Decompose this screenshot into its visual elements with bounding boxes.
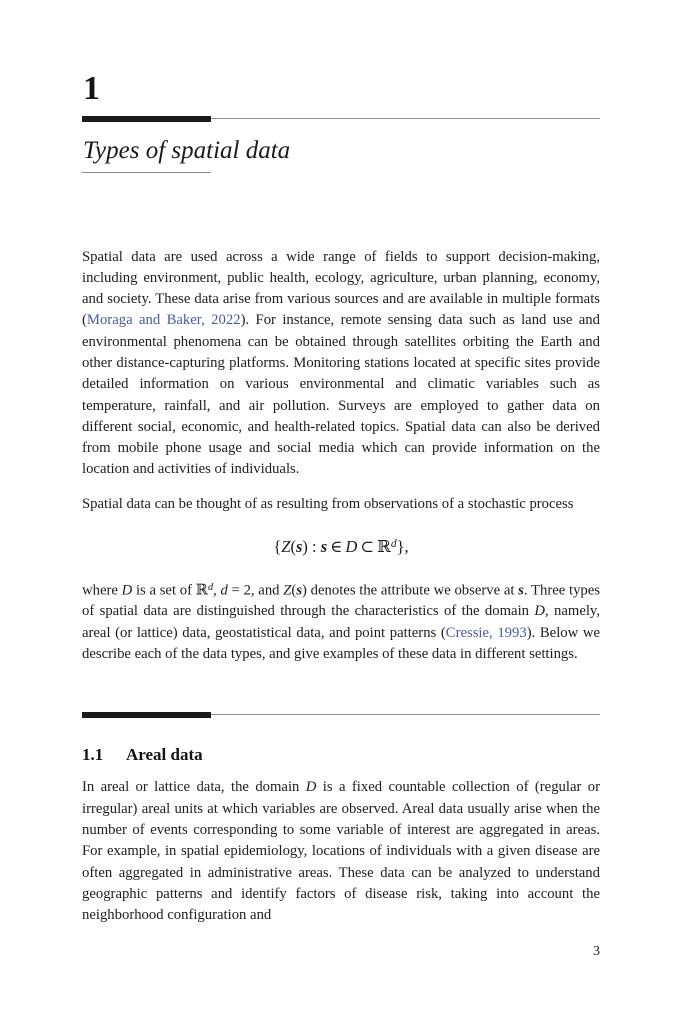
after-eq-text-5: ( — [291, 582, 297, 599]
equation-superscript-d: d — [390, 538, 397, 551]
after-eq-symbol-d: d — [220, 582, 228, 599]
paragraph-intro — [82, 247, 600, 481]
section-rule-thin-segment — [211, 714, 600, 715]
equation-symbol-s-second: s — [320, 537, 328, 557]
section-header — [82, 665, 600, 765]
section-title — [82, 718, 600, 765]
after-eq-superscript-d: d — [207, 581, 214, 593]
intro-text-part-2: ). For instance, remote sensing data such as land use and environmental phenomena can be obtained through satellites orbiting the Earth and other distance-capturing platforms. Monitoring stations located at specific sites provide detailed information on various environmental and climatic variables such as temperature, rainfall, and air pollution. Surveys are employed to gather data on different social, economic, and health-related topics. Spatial data can also be derived from mobile phone usage and social media which can provide information on the location and activities of individuals. — [82, 312, 600, 478]
after-eq-text-8: , namely, areal (or lattice) data, geostatistical data, and point patterns ( — [82, 603, 600, 641]
section-rule-thick-segment — [82, 712, 211, 718]
equation-subset-icon: ⊂ — [360, 537, 375, 557]
areal-text-part-2: is a fixed countable collection of (regular or irregular) areal units at which variables are observed. Areal data usually arise when the number of events corresponding to some variable of interest are aggregated in areas. For example, in spatial epidemiology, locations of individuals with a given disease are often aggregated in administrative areas. These data can be analyzed to understand geographic patterns and identify factors of disease risk, taking into account the neighborhood configuration and — [82, 779, 600, 924]
chapter-rule-thick-segment — [82, 116, 211, 122]
stochastic-process-text: Spatial data can be thought of as resulting from observations of a stochastic process — [82, 495, 574, 512]
equation-symbol-real-numbers: ℝ — [377, 537, 391, 557]
paragraph-areal-data — [82, 777, 600, 926]
citation-link-cressie[interactable]: Cressie, 1993 — [445, 624, 527, 641]
after-eq-symbol-real-numbers: ℝ — [195, 581, 208, 599]
section-body — [82, 765, 600, 926]
after-eq-text-7: . Three types of spatial data are distinguished through the characteristics of the domain — [82, 582, 600, 620]
after-eq-symbol-D-1: D — [121, 582, 133, 599]
display-equation-stochastic-process — [82, 537, 600, 557]
chapter-title: Types of spatial data — [83, 137, 291, 164]
areal-symbol-D: D — [305, 779, 317, 796]
after-eq-text-2: is a set of — [132, 582, 196, 599]
equation-paren-close: ) — [302, 537, 308, 557]
citation-link-moraga-baker[interactable]: Moraga and Baker, 2022 — [86, 312, 241, 329]
after-eq-text-6: ) denotes the attribute we observe at — [302, 582, 519, 599]
section-rule — [82, 712, 600, 718]
after-eq-text-4: = 2, and — [227, 582, 284, 599]
equation-symbol-D: D — [345, 537, 358, 557]
after-eq-symbol-s-1: s — [296, 582, 303, 599]
paragraph-after-equation — [82, 577, 600, 666]
after-eq-symbol-Z: Z — [283, 582, 292, 599]
equation-brace-open: { — [273, 537, 282, 557]
after-eq-symbol-s-2: s — [518, 582, 524, 599]
equation-symbol-s-first: s — [295, 537, 303, 557]
chapter-body — [82, 173, 600, 666]
page-number: 3 — [593, 944, 600, 959]
equation-colon: : — [307, 537, 321, 557]
equation-trailing-comma: , — [404, 537, 409, 557]
chapter-rule — [82, 116, 600, 122]
after-eq-symbol-D-2: D — [534, 603, 545, 620]
paragraph-stochastic-process — [82, 494, 600, 515]
areal-text-part-1: In areal or lattice data, the domain — [82, 779, 306, 796]
equation-brace-close: } — [396, 537, 405, 557]
equation-paren-open: ( — [290, 537, 296, 557]
chapter-number: 1 — [83, 70, 100, 107]
equation-element-of-icon: ∈ — [330, 537, 343, 557]
section-title-text: Areal data — [126, 745, 203, 765]
intro-text-part-1: Spatial data are used across a wide range of fields to support decision-making, including environment, public health, ecology, agriculture, urban planning, economy, and society. These data arise from various sources and are available in multiple formats ( — [82, 248, 600, 329]
after-eq-text-3: , — [213, 582, 221, 599]
chapter-rule-thin-segment — [211, 118, 600, 119]
section-number: 1.1 — [82, 745, 104, 765]
after-eq-text-1: where — [82, 582, 122, 599]
equation-symbol-Z: Z — [281, 537, 291, 557]
page-content-column — [82, 0, 600, 1024]
chapter-header — [82, 0, 600, 173]
after-eq-text-9: ). Below we describe each of the data types, and give examples of these data in different settings. — [82, 624, 600, 663]
